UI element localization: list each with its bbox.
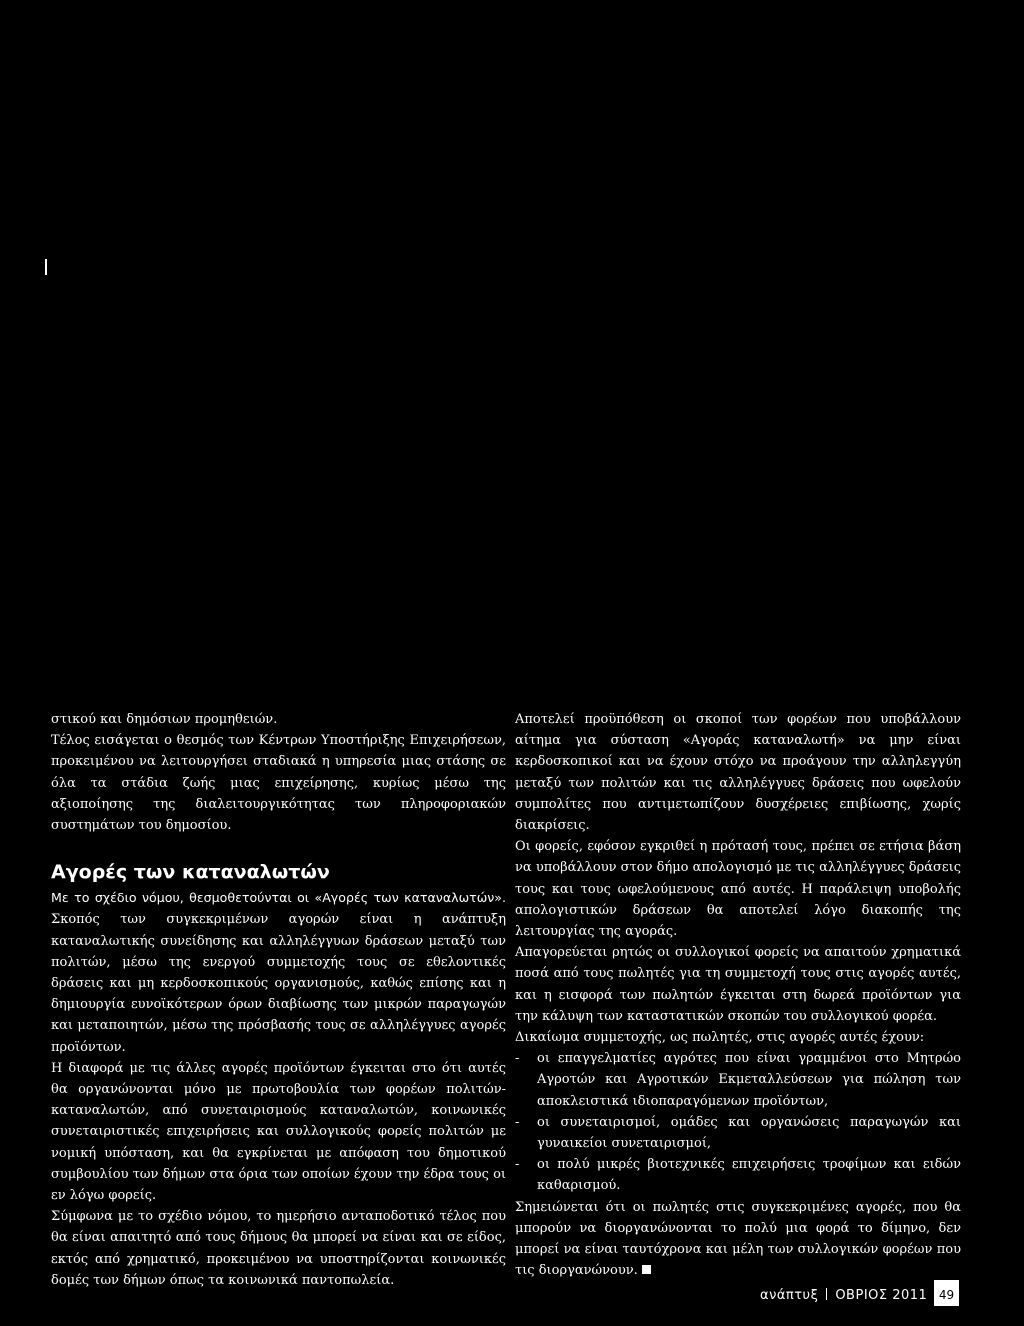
list-item: - οι συνεταιρισμοί, ομάδες και οργανώσεις παραγωγών και γυναικείοι συνεταιρισμοί,	[515, 1112, 961, 1154]
issue-label: ΟΒΡΙΟΣ 2011	[835, 1288, 928, 1303]
footer-separator	[826, 1288, 827, 1300]
right-paragraph-5-text: Σημειώνεται ότι οι πωλητές στις συγκεκριμένες αγορές, που θα μπορούν να διοργανώνονται το πολύ μια φορά το δίμηνο, δεν μπορεί να είναι ταυτόχρονα και μέλη των συλλογικών φορέων που τις διοργανώνουν.	[515, 1199, 961, 1279]
top-margin-mark	[45, 259, 47, 275]
right-paragraph-4: Δικαίωμα συμμετοχής, ως πωλητές, στις αγορές αυτές έχουν:	[515, 1030, 925, 1046]
section-lead	[51, 887, 506, 1058]
left-paragraph-2: Τέλος εισάγεται ο θεσμός των Κέντρων Υποστήριξης Επιχειρήσεων, προκειμένου να λειτουργήσει σταδιακά η υπηρεσία μιας στάσης σε όλα τα στάδια ζωής μιας επιχείρησης, κυρίως μέσω της αξιοποίησης της διαλειτουργικότητας των πληροφοριακών συστημάτων του δημοσίου.	[51, 733, 506, 834]
section-heading: Αγορές των καταναλωτών	[51, 861, 330, 884]
list-item: - οι επαγγελματίες αγρότες που είναι γραμμένοι στο Μητρώο Αγροτών και Αγροτικών Εκμεταλλεύσεων για πώληση των αποκλειστικά ιδιοπαραγόμενων προϊόντων,	[515, 1048, 961, 1112]
left-column	[51, 709, 506, 1291]
right-paragraph-3: Απαγορεύεται ρητώς οι συλλογικοί φορείς να απαιτούν χρηματικά ποσά από τους πωλητές για τη συμμετοχή τους στις αγορές αυτές, και η εισφορά των πωλητών έγκειται στη δωρεά προϊόντων για την κάλυψη των καταστατικών σκοπών του συλλογικού φορέα.	[515, 945, 961, 1024]
list-item: - οι πολύ μικρές βιοτεχνικές επιχειρήσεις τροφίμων και ειδών καθαρισμού.	[515, 1154, 961, 1196]
right-paragraph-1: Αποτελεί προϋπόθεση οι σκοποί των φορέων που υποβάλλουν αίτημα για σύσταση «Αγοράς καταναλωτή» να μην είναι κερδοσκοπικοί και να έχουν στόχο να προάγουν την αλληλεγγύη μεταξύ των πολιτών και τις αλληλέγγυες δράσεις που ωφελούν συμπολίτες που αντιμετωπίζουν δυσχέρειες επιβίωσης, χωρίς διακρίσεις.	[515, 712, 961, 834]
left-paragraph-3: Σκοπός των συγκεκριμένων αγορών είναι η ανάπτυξη καταναλωτικής συνείδησης και αλληλέγγυων δράσεων μεταξύ των πολιτών, μέσω της ενεργού συμμετοχής τους σε εθελοντικές δράσεις και μη κερδοσκοπικούς οργανισμούς, καθώς επίσης και η δημιουργία ευνοϊκότερων όρων διαβίωσης των μικρών παραγωγών και μεταποιητών, μέσω της πρόσβασής τους σε αλληλέγγυες αγορές προϊόντων.	[51, 912, 506, 1055]
end-of-article-icon	[642, 1265, 651, 1274]
section-lead-text: Με το σχέδιο νόμου, θεσμοθετούνται οι «Αγορές των καταναλωτών».	[51, 890, 506, 906]
magazine-name: ανάπτυξ	[760, 1288, 819, 1303]
left-paragraph-4: Η διαφορά με τις άλλες αγορές προϊόντων έγκειται στο ότι αυτές θα οργανώνονται μόνο με πρωτοβουλία των φορέων πολιτών-καταναλωτών, από συνεταιρισμούς καταναλωτών, κοινωνικές συνεταιριστικές επιχειρήσεις και συλλογικούς φορείς πολιτών με νομική υπόσταση, και θα εγκρίνεται με απόφαση του δημοτικού συμβουλίου των δήμων στα όρια των οποίων έχουν την έδρα τους οι εν λόγω φορείς.	[51, 1060, 506, 1204]
left-paragraph-5: Σύμφωνα με το σχέδιο νόμου, το ημερήσιο ανταποδοτικό τέλος που θα είναι απαιτητό από τους δήμους θα μπορεί να είναι και σε είδος, εκτός από χρηματικό, προκειμένου να υποστηρίζονται κοινωνικές δομές των δήμων όπως τα κοινωνικά παντοπωλεία.	[51, 1209, 506, 1288]
participants-list	[515, 1048, 961, 1196]
page-number: 49	[934, 1280, 959, 1306]
left-paragraph-1: στικού και δημόσιων προμηθειών.	[51, 712, 278, 727]
right-paragraph-2: Οι φορείς, εφόσον εγκριθεί η πρότασή τους, πρέπει σε ετήσια βάση να υποβάλλουν στον δήμο απολογισμό με τις αλληλέγγυες δράσεις τους και τους ωφελούμενους από αυτές. Η παράλειψη υποβολής απολογιστικών δράσεων θα αποτελεί λόγο διακοπής της λειτουργίας της αγοράς.	[515, 839, 961, 940]
right-paragraph-5	[515, 1197, 961, 1282]
right-column	[515, 709, 961, 1281]
